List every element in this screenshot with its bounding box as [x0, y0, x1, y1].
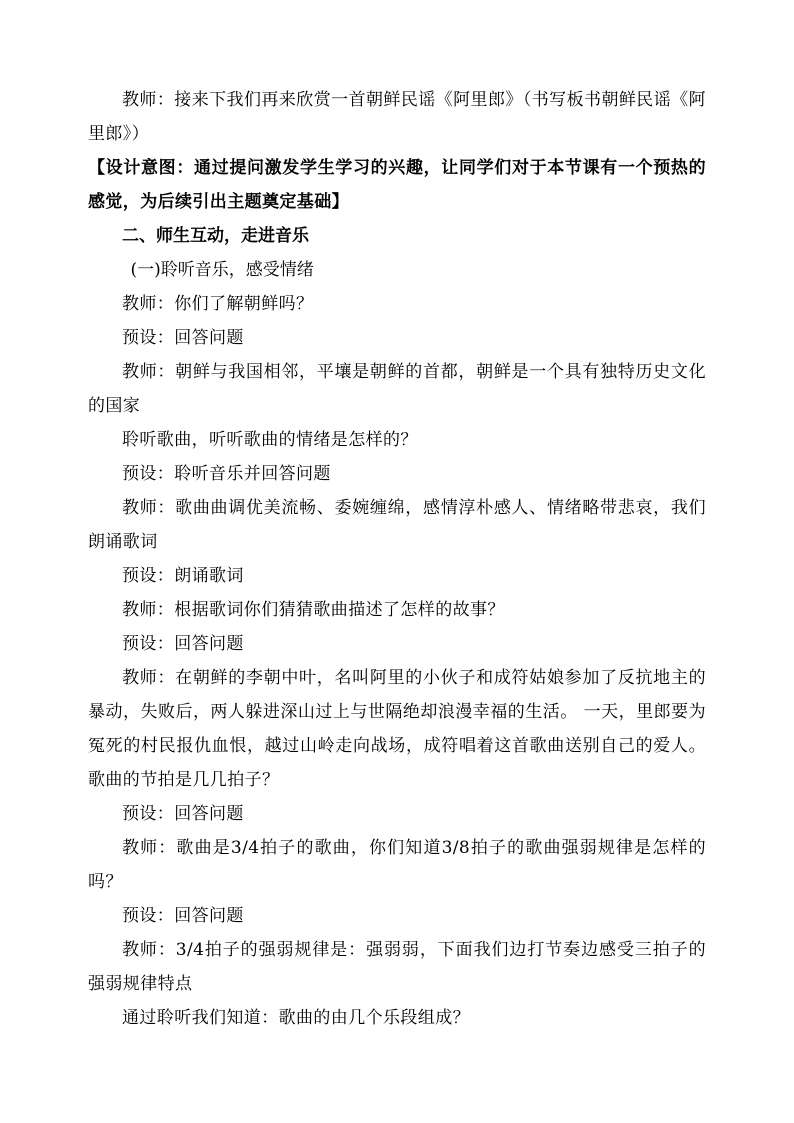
paragraph-preset-listen: 预设：聆听音乐并回答问题: [122, 464, 331, 484]
design-intent-note: 【设计意图：通过提问激发学生学习的兴趣，让同学们对于本节课有一个预热的感觉，为后续引出主题奠定基础】: [88, 158, 706, 212]
paragraph-preset-answer: 预设：回答问题: [122, 328, 244, 348]
paragraph-teacher-story-question: 教师：根据歌词你们猜猜歌曲描述了怎样的故事？: [122, 600, 505, 620]
section-heading: 二、师生互动，走进音乐: [122, 226, 309, 246]
paragraph-preset-recite: 预设：朗诵歌词: [122, 566, 244, 586]
paragraph-teacher-question: 教师：你们了解朝鲜吗？: [122, 294, 314, 314]
paragraph-teacher-meter: 教师：歌曲是3/4拍子的歌曲，你们知道3/8拍子的歌曲强弱规律是怎样的吗？: [88, 838, 706, 892]
paragraph-teacher-story: 教师：在朝鲜的李朝中叶，名叫阿里的小伙子和成符姑娘参加了反抗地主的暴动，失败后，两人躲进深山过上与世隔绝却浪漫幸福的生活。 一天，里郎要为冤死的村民报仇血恨，越过山岭走向战场，成符唱着这首歌曲送别自己的爱人。 歌曲的节拍是几几拍子？: [88, 668, 706, 790]
paragraph-teacher-korea: 教师：朝鲜与我国相邻，平壤是朝鲜的首都，朝鲜是一个具有独特历史文化的国家: [88, 362, 706, 416]
subsection-heading: (一)聆听音乐，感受情绪: [130, 260, 314, 280]
paragraph-teacher-intro: 教师：接来下我们再来欣赏一首朝鲜民谣《阿里郎》（书写板书朝鲜民谣《阿里郎》）: [88, 90, 706, 144]
paragraph-sections-question: 通过聆听我们知道：歌曲的由几个乐段组成？: [122, 1008, 470, 1028]
paragraph-teacher-melody: 教师：歌曲曲调优美流畅、委婉缠绵，感情淳朴感人、情绪略带悲哀，我们朗诵歌词: [88, 498, 706, 552]
paragraph-teacher-rhythm: 教师：3/4拍子的强弱规律是：强弱弱，下面我们边打节奏边感受三拍子的强弱规律特点: [88, 940, 706, 994]
paragraph-preset-answer-2: 预设：回答问题: [122, 634, 244, 654]
paragraph-listen-song: 聆听歌曲，听听歌曲的情绪是怎样的？: [122, 430, 418, 450]
paragraph-preset-answer-4: 预设：回答问题: [122, 906, 244, 926]
paragraph-preset-answer-3: 预设：回答问题: [122, 804, 244, 824]
